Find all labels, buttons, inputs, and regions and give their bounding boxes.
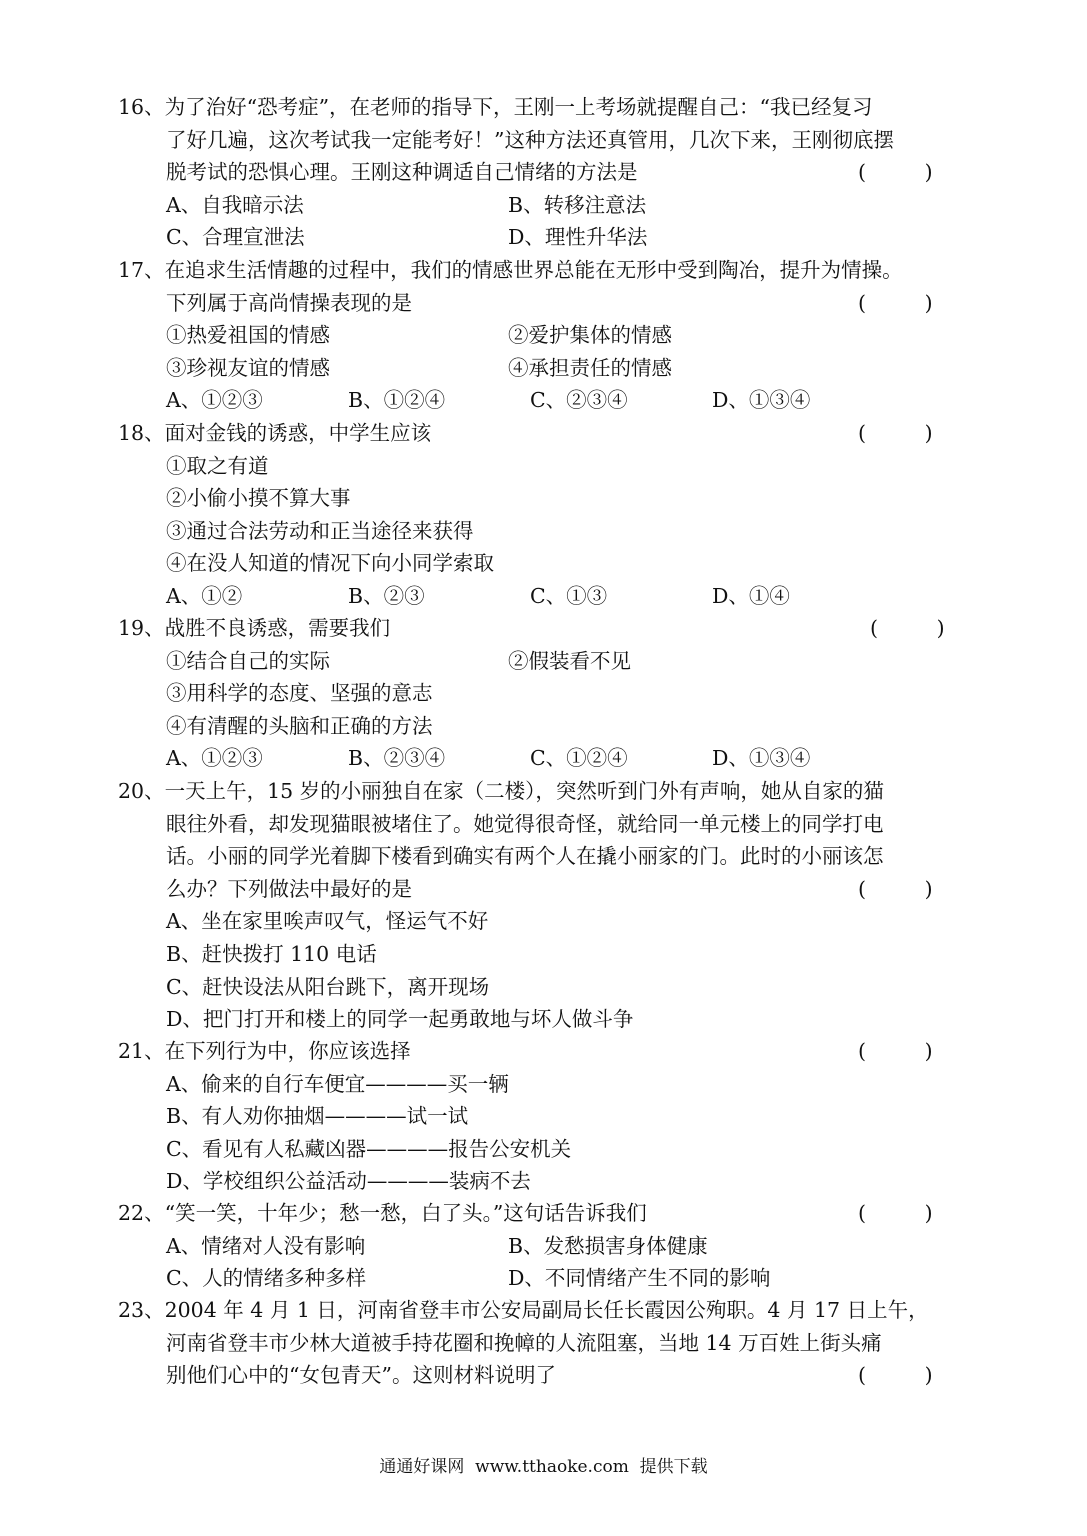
answer-bracket: ( ) [870,616,945,640]
question-text: 脱考试的恐惧心理。王刚这种调适自己情绪的方法是 [166,160,638,185]
answer-bracket: ( ) [858,421,933,445]
question-text: 下列属于高尚情操表现的是 [166,290,412,315]
statement-item: ③通过合法劳动和正当途径来获得 [166,518,474,543]
statement-item: ④在没人知道的情况下向小同学索取 [166,551,494,576]
question-16 [118,91,978,254]
answer-bracket: ( ) [858,160,933,185]
question-text: 19、战胜不良诱惑，需要我们 [118,616,391,640]
question-text: 21、在下列行为中，你应该选择 [118,1039,411,1063]
question-text: 么办？下列做法中最好的是 [166,876,412,901]
option-c: C、看见有人私藏凶器————报告公安机关 [166,1136,572,1161]
statement-item: ①取之有道 [166,453,269,478]
option-b: B、赶快拨打 110 电话 [166,941,377,966]
question-text: 20、一天上午，15 岁的小丽独自在家（二楼），突然听到门外有声响，她从自家的猫 [118,779,884,803]
option-d: D、①④ [712,583,790,608]
question-23 [118,1294,978,1392]
option-a: A、①②③ [166,746,263,771]
option-c: C、合理宣泄法 [166,225,305,250]
statement-item: ④承担责任的情感 [508,355,672,380]
question-text: 18、面对金钱的诱惑，中学生应该 [118,421,432,445]
option-a: A、偷来的自行车便宜————买一辆 [166,1071,509,1096]
question-text: 了好几遍，这次考试我一定能考好！”这种方法还真管用，几次下来，王刚彻底摆 [166,127,894,152]
statement-item: ②小偷小摸不算大事 [166,486,351,511]
question-text: 17、在追求生活情趣的过程中，我们的情感世界总能在无形中受到陶冶，提升为情操。 [118,258,903,282]
statement-item: ②爱护集体的情感 [508,323,672,348]
option-c: C、①③ [530,583,608,608]
option-d: D、①③④ [712,746,811,771]
answer-bracket: ( ) [858,1363,933,1388]
option-b: B、有人劝你抽烟————试一试 [166,1104,469,1129]
answer-bracket: ( ) [858,1201,933,1225]
answer-bracket: ( ) [858,1039,933,1063]
option-c: C、赶快设法从阳台跳下，离开现场 [166,974,490,999]
option-c: C、①②④ [530,746,628,771]
option-d: D、学校组织公益活动————装病不去 [166,1169,531,1194]
question-text: 16、为了治好“恐考症”，在老师的指导下，王刚一上考场就提醒自己：“我已经复习 [118,95,873,119]
question-text: 河南省登丰市少林大道被手持花圈和挽幛的人流阻塞，当地 14 万百姓上街头痛 [166,1330,882,1355]
statement-item: ③用科学的态度、坚强的意志 [166,681,433,706]
question-text: 别他们心中的“女包青天”。这则材料说明了 [166,1363,556,1388]
page-footer: 通通好课网 www.tthaoke.com 提供下载 [379,1457,708,1477]
option-c: C、②③④ [530,388,628,413]
option-b: B、发愁损害身体健康 [508,1233,708,1258]
answer-bracket: ( ) [858,876,933,901]
question-text: 22、“笑一笑，十年少；愁一愁，白了头。”这句话告诉我们 [118,1201,647,1225]
option-d: D、不同情绪产生不同的影响 [508,1266,771,1291]
question-text: 眼往外看，却发现猫眼被堵住了。她觉得很奇怪，就给同一单元楼上的同学打电 [166,811,884,836]
option-d: D、①③④ [712,388,811,413]
option-d: D、理性升华法 [508,225,648,250]
option-a: A、坐在家里唉声叹气，怪运气不好 [166,909,489,934]
option-b: B、②③ [348,583,425,608]
question-17 [118,254,978,417]
statement-item: ④有清醒的头脑和正确的方法 [166,713,433,738]
option-b: B、②③④ [348,746,446,771]
option-c: C、人的情绪多种多样 [166,1266,367,1291]
question-20 [118,775,978,1036]
option-a: A、①② [166,583,243,608]
option-a: A、①②③ [166,388,263,413]
question-text: 话。小丽的同学光着脚下楼看到确实有两个人在撬小丽家的门。此时的小丽该怎 [166,844,884,869]
option-a: A、情绪对人没有影响 [166,1233,366,1258]
option-b: B、转移注意法 [508,192,647,217]
statement-item: ②假装看不见 [508,648,631,673]
answer-bracket: ( ) [858,290,933,315]
option-a: A、自我暗示法 [166,192,304,217]
statement-item: ③珍视友谊的情感 [166,355,330,380]
statement-item: ①热爱祖国的情感 [166,323,330,348]
option-d: D、把门打开和楼上的同学一起勇敢地与坏人做斗争 [166,1007,634,1032]
question-22 [118,1197,978,1295]
question-18 [118,417,978,613]
statement-item: ①结合自己的实际 [166,648,330,673]
option-b: B、①②④ [348,388,446,413]
question-text: 23、2004 年 4 月 1 日，河南省登丰市公安局副局长任长霞因公殉职。4 月 17 日上午， [118,1298,929,1322]
question-21 [118,1035,978,1198]
question-19 [118,612,978,775]
